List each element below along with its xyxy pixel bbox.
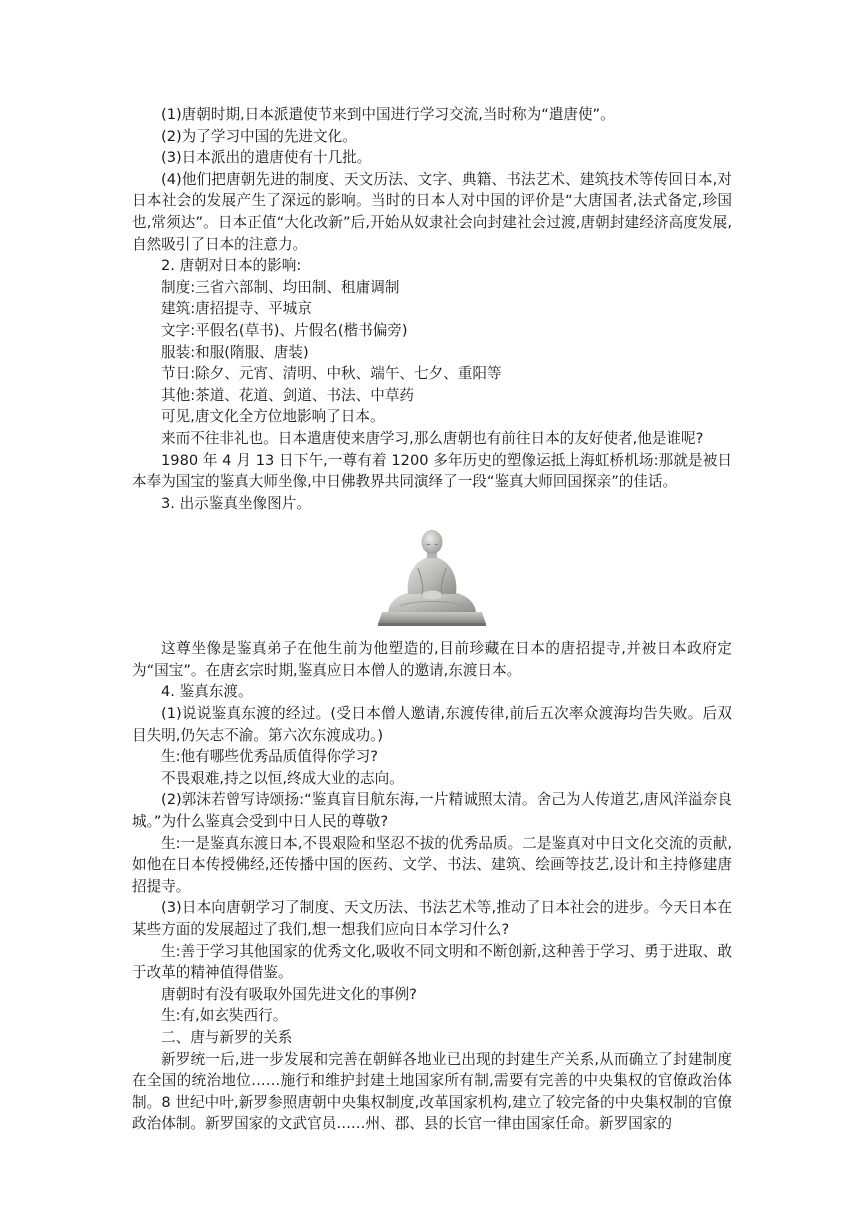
paragraph-19: 生:他有哪些优秀品质值得你学习? (161, 748, 378, 766)
paragraph-1: (1)唐朝时期,日本派遣使节来到中国进行学习交流,当时称为“遣唐使”。 (161, 106, 615, 123)
paragraph-22: 生:一是鉴真东渡日本,不畏艰险和坚忍不拔的优秀品质。二是鉴真对中日文化交流的贡献,如他在日本传授佛经,还传播中国的医药、文学、书法、建筑、绘画等技艺,设计和主持修建唐招提寺。 (132, 834, 732, 895)
paragraph-21: (2)郭沫若曾写诗颂扬:“鉴真盲目航东海,一片精诚照太清。舍己为人传道艺,唐风洋溢奈良城。”为什么鉴真会受到中日人民的尊敬? (132, 791, 732, 831)
paragraph-23: (3)日本向唐朝学习了制度、天文历法、书法艺术等,推动了日本社会的进步。今天日本在某些方面的发展超过了我们,想一想我们应向日本学习什么? (132, 899, 732, 938)
paragraph-15: 3. 出示鉴真坐像图片。 (161, 494, 311, 512)
paragraph-8: 文字:平假名(草书)、片假名(楷书偏旁) (161, 321, 408, 339)
paragraph-4: (4)他们把唐朝先进的制度、天文历法、文字、典籍、书法艺术、建筑技术等传回日本,对日本社会的发展产生了深远的影响。当时的日本人对中国的评价是“大唐国者,法式备定,珍国也,常须达”。日本正值“大化改新”后,开始从奴隶社会向封建社会过渡,唐朝封建经济高度发展,自然吸引了日本的注意力。 (132, 170, 732, 253)
jianzhen-statue-image (374, 524, 490, 628)
paragraph-5: 2. 唐朝对日本的影响: (161, 257, 302, 275)
paragraph-18: (1)说说鉴真东渡的经过。(受日本僧人邀请,东渡传律,前后五次率众渡海均告失败。后双目失明,仍矢志不渝。第六次东渡成功。) (132, 705, 732, 744)
paragraph-14: 1980 年 4 月 13 日下午,一尊有着 1200 多年历史的塑像运抵上海虹桥机场:那就是被日本奉为国宝的鉴真大师坐像,中日佛教界共同演绎了一段“鉴真大师回国探亲”的佳话。 (132, 451, 732, 491)
paragraph-7: 建筑:唐招提寺、平城京 (161, 300, 312, 318)
paragraph-2: (2)为了学习中国的先进文化。 (161, 127, 357, 145)
document-page (132, 104, 732, 1135)
paragraph-20: 不畏艰难,持之以恒,终成大业的志向。 (161, 769, 404, 787)
paragraph-11: 其他:茶道、花道、剑道、书法、中草药 (161, 386, 415, 404)
paragraph-24: 生:善于学习其他国家的优秀文化,吸收不同文明和不断创新,这种善于学习、勇于进取、敢于改革的精神值得借鉴。 (132, 942, 732, 982)
paragraph-16: 这尊坐像是鉴真弟子在他生前为他塑造的,目前珍藏在日本的唐招提寺,并被日本政府定为“国宝”。在唐玄宗时期,鉴真应日本僧人的邀请,东渡日本。 (132, 640, 732, 679)
paragraph-10: 节日:除夕、元宵、清明、中秋、端午、七夕、重阳等 (161, 365, 502, 383)
paragraph-13: 来而不往非礼也。日本遣唐使来唐学习,那么唐朝也有前往日本的友好使者,他是谁呢? (161, 429, 704, 447)
paragraph-6: 制度:三省六部制、均田制、租庸调制 (161, 278, 400, 296)
section-heading: 二、唐与新罗的关系 (161, 1028, 293, 1046)
paragraph-25: 唐朝时有没有吸取外国先进文化的事例? (161, 985, 417, 1003)
paragraph-17: 4. 鉴真东渡。 (161, 683, 253, 701)
paragraph-12: 可见,唐文化全方位地影响了日本。 (161, 408, 385, 426)
paragraph-27: 新罗统一后,进一步发展和完善在朝鲜各地业已出现的封建生产关系,从而确立了封建制度在全国的统治地位……施行和维护封建土地国家所有制,需要有完善的中央集权的官僚政治体制。8 世纪中叶,新罗参照唐朝中央集权制度,改革国家机构,建立了较完备的中央集权制的官僚政治体制。新罗国家的文武官员……州、郡、县的长官一律由国家任命。新罗国家的 (132, 1050, 732, 1133)
jianzhen-statue-figure (132, 524, 732, 630)
paragraph-26: 生:有,如玄奘西行。 (161, 1007, 288, 1025)
paragraph-9: 服装:和服(隋服、唐装) (161, 343, 309, 361)
paragraph-3: (3)日本派出的遣唐使有十几批。 (161, 149, 372, 167)
